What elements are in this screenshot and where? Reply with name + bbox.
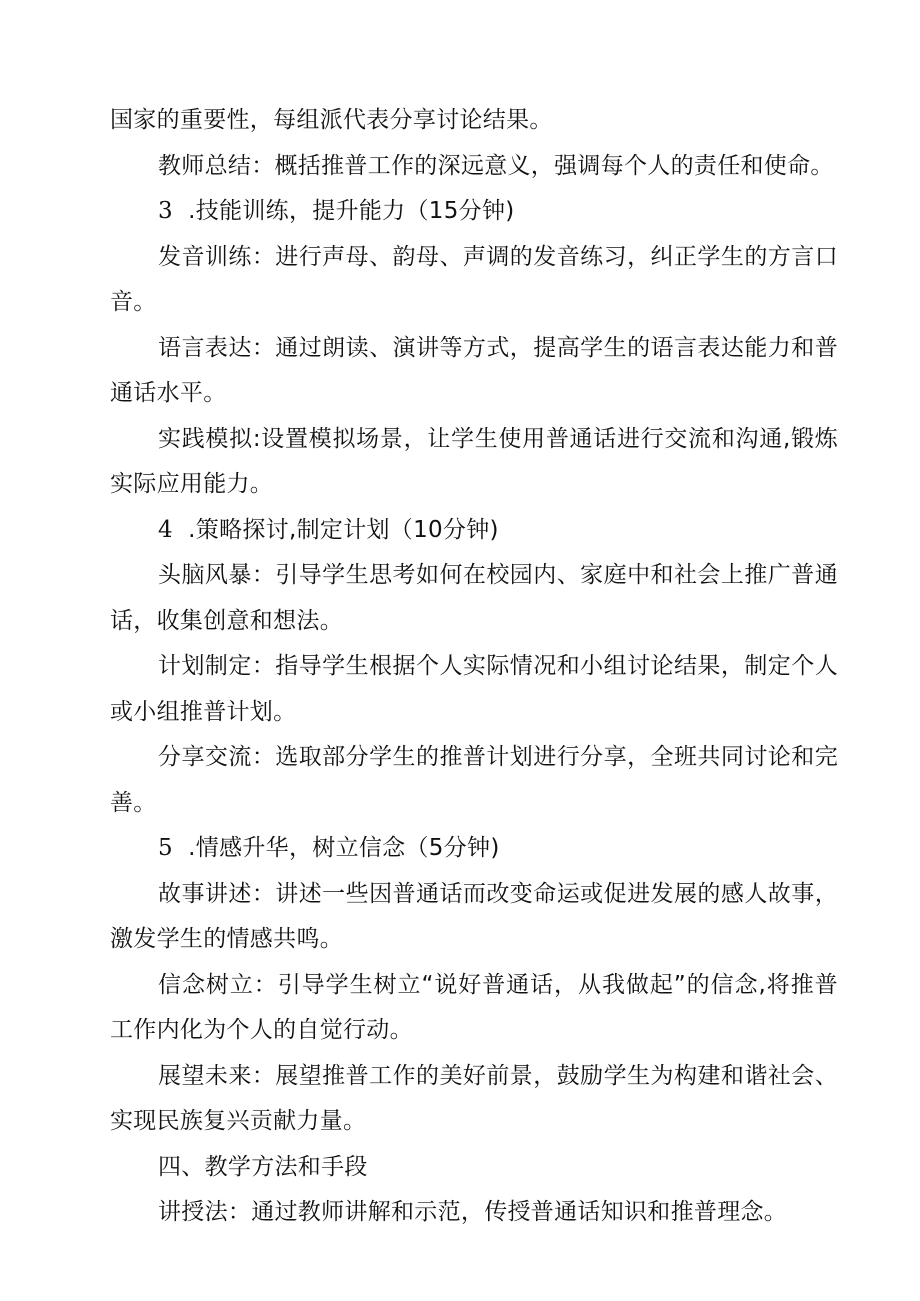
paragraph-storytelling: 故事讲述：讲述一些因普通话而改变命运或促进发展的感人故事，激发学生的情感共鸣。 <box>110 880 838 952</box>
heading-text: .策略探讨,制定计划（10分钟) <box>188 516 499 543</box>
paragraph-language-expression: 语言表达：通过朗读、演讲等方式，提高学生的语言表达能力和普通话水平。 <box>110 334 838 406</box>
paragraph-teacher-summary: 教师总结：概括推普工作的深远意义，强调每个人的责任和使命。 <box>158 152 834 179</box>
paragraph-practice-simulation: 实践模拟:设置模拟场景，让学生使用普通话进行交流和沟通,锻炼实际应用能力。 <box>110 425 838 497</box>
paragraph-sharing: 分享交流：选取部分学生的推普计划进行分享，全班共同讨论和完善。 <box>110 744 838 816</box>
heading-strategy <box>110 508 838 554</box>
heading-number: 4 <box>158 516 173 543</box>
heading-number: 5 <box>158 835 173 861</box>
paragraph-plan-making: 计划制定：指导学生根据个人实际情况和小组讨论结果，制定个人或小组推普计划。 <box>110 653 838 725</box>
paragraph-continuation: 国家的重要性，每组派代表分享讨论结果。 <box>110 107 553 133</box>
paragraph-lecture-method: 讲授法：通过教师讲解和示范，传授普通话知识和推普理念。 <box>158 1199 788 1225</box>
document-body <box>110 98 838 1236</box>
paragraph-outlook: 展望未来：展望推普工作的美好前景，鼓励学生为构建和谐社会、实现民族复兴贡献力量。 <box>110 1062 838 1134</box>
paragraph-brainstorm: 头脑风暴：引导学生思考如何在校园内、家庭中和社会上推广普通话，收集创意和想法。 <box>110 562 838 634</box>
heading-number: 3 <box>158 198 173 224</box>
paragraph-belief: 信念树立：引导学生树立“说好普通话，从我做起”的信念,将推普工作内化为个人的自觉行动。 <box>110 971 838 1043</box>
section-heading-methods: 四、教学方法和手段 <box>158 1153 368 1180</box>
heading-text: .技能训练，提升能力（15分钟) <box>188 198 515 224</box>
heading-text: .情感升华，树立信念（5分钟) <box>188 835 500 861</box>
heading-skill-training <box>110 189 838 235</box>
paragraph-pronunciation-training: 发音训练：进行声母、韵母、声调的发音练习，纠正学生的方言口音。 <box>110 243 838 315</box>
heading-emotion <box>110 826 838 872</box>
